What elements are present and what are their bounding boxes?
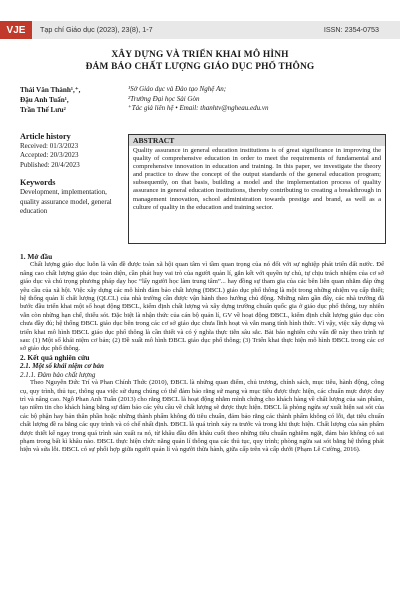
author-name: Trần Thế Lưu² bbox=[20, 106, 66, 115]
abstract-heading: ABSTRACT bbox=[129, 135, 385, 146]
author-name: Đậu Anh Tuấn¹, bbox=[20, 96, 69, 105]
author-name: Thái Văn Thành¹,⁺, bbox=[20, 86, 81, 94]
affiliation: ¹Sở Giáo dục và Đào tạo Nghệ An; bbox=[128, 85, 227, 93]
journal-header bbox=[0, 21, 400, 39]
paragraph: Chất lượng giáo dục luôn là vấn đề được toàn xã hội quan tâm vì tầm quan trọng của nó đối với sự nghiệp phát triển đất nước. Để nâng cao chất lượng giáo dục toàn diện, cần phát huy vai trò của người quản lí, gắn kết với quyền tự chủ, tự chịu trách nhiệm của cơ sở giáo dục và chú trọng phương pháp dạy học “lấy người học làm trung tâm”... hay đồng sự tham gia của các bên liên quan nhằm đáp ứng yêu cầu của xã hội. Việc xây dựng các mô hình đảm bảo chất lượng (ĐBCL) giáo dục phổ thông là một trong những nhiệm vụ cấp thiết; hệ thống quản lí chất lượng (QLCL) của nhà trường cần được vận hành theo hướng chủ động. Những năm gần đây, các nhà trường đã bước đầu triển khai một số hoạt động ĐBCL, kiểm định chất lượng và xây dựng trường chuẩn quốc gia ở giáo dục phổ thông, tuy nhiên vẫn còn những hạn chế, thiếu sót. Đặc biệt là nhận thức của cán bộ quản lí, GV về hoạt động ĐBCL, kiểm định chất lượng giáo dục còn chưa đầy đủ; hệ thống ĐBCL giáo dục bên trong các cơ sở giáo dục chưa lĩnh hoạt và vẫn mang tính hình thức. Vì vậy, việc xây dựng và triển khai mô hình ĐBCL giáo dục phổ thông là cần thiết và có ý nghĩa thực tiễn sâu sắc. Bài báo nghiên cứu vấn đề này theo trình tự sau: (1) Một số khái niệm cơ bản; (2) Đề xuất mô hình ĐBCL giáo dục phổ thông; (3) Triển khai thực hiện mô hình ĐBCL trong các cơ sở giáo dục phổ thông. bbox=[20, 261, 384, 353]
author-list bbox=[20, 85, 80, 116]
paper-title-line-2: ĐẢM BẢO CHẤT LƯỢNG GIÁO DỤC PHỔ THÔNG bbox=[85, 62, 315, 72]
affiliation: ²Trường Đại học Sài Gòn bbox=[128, 94, 200, 103]
published-date: Published: 20/4/2023 bbox=[20, 160, 80, 169]
affiliation-list bbox=[128, 85, 269, 114]
subsection-heading: 2.1. Một số khái niệm cơ bản bbox=[20, 362, 104, 371]
section-heading: 2. Kết quả nghiên cứu bbox=[20, 352, 90, 362]
journal-reference: Tạp chí Giáo dục (2023), 23(8), 1-7 bbox=[40, 25, 153, 34]
keywords-text: Development, implementation, quality assurance model, general education bbox=[20, 187, 112, 216]
abstract-box bbox=[128, 134, 386, 244]
accepted-date: Accepted: 20/3/2023 bbox=[20, 151, 79, 160]
article-info bbox=[20, 132, 120, 217]
paper-title-line-1: XÂY DỰNG VÀ TRIỂN KHAI MÔ HÌNH bbox=[111, 50, 289, 60]
corresponding-email: ⁺Tác giả liên hệ • Email: thanhtv@ngheau.edu.vn bbox=[128, 104, 269, 113]
paragraph: Theo Nguyễn Đức Trí và Phan Chính Thức (2010), ĐBCL là những quan điểm, chủ trương, chính sách, mục tiêu, hành động, công cụ, quy trình, thủ tục, thông qua việc sử dụng chúng có thể đảm bảo rằng sứ mạng và mục tiêu được thực hiện, các chuẩn mực được duy trì và nâng cao. Ngô Phan Anh Tuấn (2013) cho rằng ĐBCL là hoạt động nhằm mình chứng cho khách hàng về chất lượng của sản phẩm, tạo niềm tin cho khách hàng bằng sự đảm bảo các yêu cầu về chất lượng sẽ được thực hiện. ĐBCL là phòng ngừa sự xuất hiện sai sót của các bộ phận hay bản thân phần hoặc những thành phẩm không đủ tiêu chuẩn, đảm bảo rằng các thành phẩm không có lỗi, đạt tiêu chuẩn chất lượng đề ra bằng các quy trình và có chế nhất định. ĐBCL là quá trình xảy ra trước và trong khi thực hiện. Chất lượng của sản phẩm được thiết kế ngay trong quá trình sản xuất ra nó, từ khâu đầu đến khâu cuối theo những tiêu chuẩn nghiêm ngặt, đảm bảo không có sai phạm trong bất kì khâu nào. ĐBCL thực hiện chức năng quản lí thông qua các thủ tục, quy trình; phòng ngừa sai sót bằng hệ thống phát hiện và sửa lỗi. ĐBCL có sự phối hợp giữa người quản lí và người thừa hành, giữa cấp trên và cấp dưới (Phạm Lê Cường, 2016). bbox=[20, 379, 384, 454]
received-date: Received: 01/3/2023 bbox=[20, 141, 79, 150]
abstract-text: Quality assurance in general education institutions is of great significance in improving the quality of comprehensive education in order to meet the requirements of fundamental and comprehensive innovation in education and training. In this paper, we investigate the theory and practice to draw the concept of the output standards of the general education program; subsequently, on that basis, building a model and the implementation process of quality assurance in general education institutions, thereby contributing to creating a breakthrough in management innovation, school administration towards prestige and brand, as well as a culture of quality in the education and training sector. bbox=[133, 147, 381, 211]
body-text bbox=[20, 253, 384, 455]
subsubsection-heading: 2.1.1. Đảm bảo chất lượng bbox=[20, 370, 96, 379]
issn: ISSN: 2354-0753 bbox=[323, 25, 379, 34]
journal-logo: VJE bbox=[0, 21, 32, 39]
keywords-heading: Keywords bbox=[20, 178, 56, 188]
section-heading: 1. Mở đầu bbox=[20, 252, 53, 261]
article-history-heading: Article history bbox=[20, 132, 71, 141]
